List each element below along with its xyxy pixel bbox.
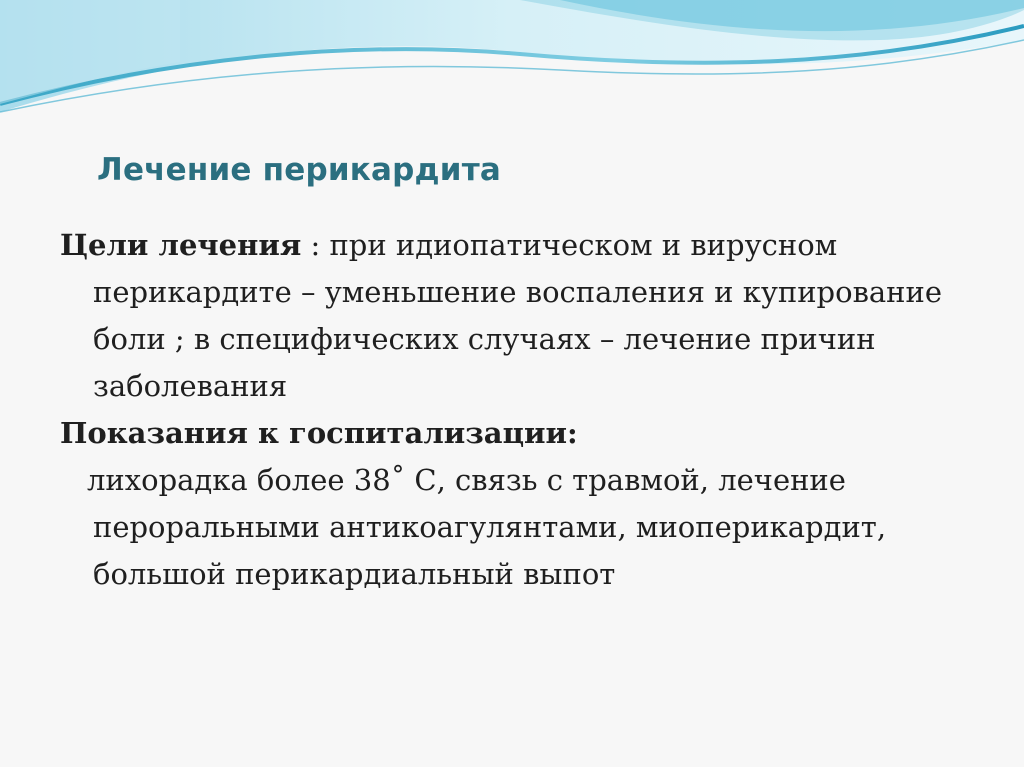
goals-text: : при идиопатическом и вирусном перикардите – уменьшение воспаления и купирование боли ; в специфических случаях – лечение причин заболевания xyxy=(93,228,943,403)
hospital-heading-paragraph xyxy=(60,410,990,457)
hospital-heading: Показания к госпитализации: xyxy=(60,416,578,450)
hospital-text: лихорадка более 38˚ С, связь с травмой, лечение пероральными антикоагулянтами, миоперикардит, большой перикардиальный выпот xyxy=(87,463,887,591)
header-wave-decoration xyxy=(0,0,1024,140)
slide-body xyxy=(60,222,990,598)
goals-heading: Цели лечения xyxy=(60,228,302,262)
goals-paragraph xyxy=(60,222,990,410)
slide-title: Лечение перикардита xyxy=(97,152,501,188)
hospital-paragraph xyxy=(60,457,990,598)
